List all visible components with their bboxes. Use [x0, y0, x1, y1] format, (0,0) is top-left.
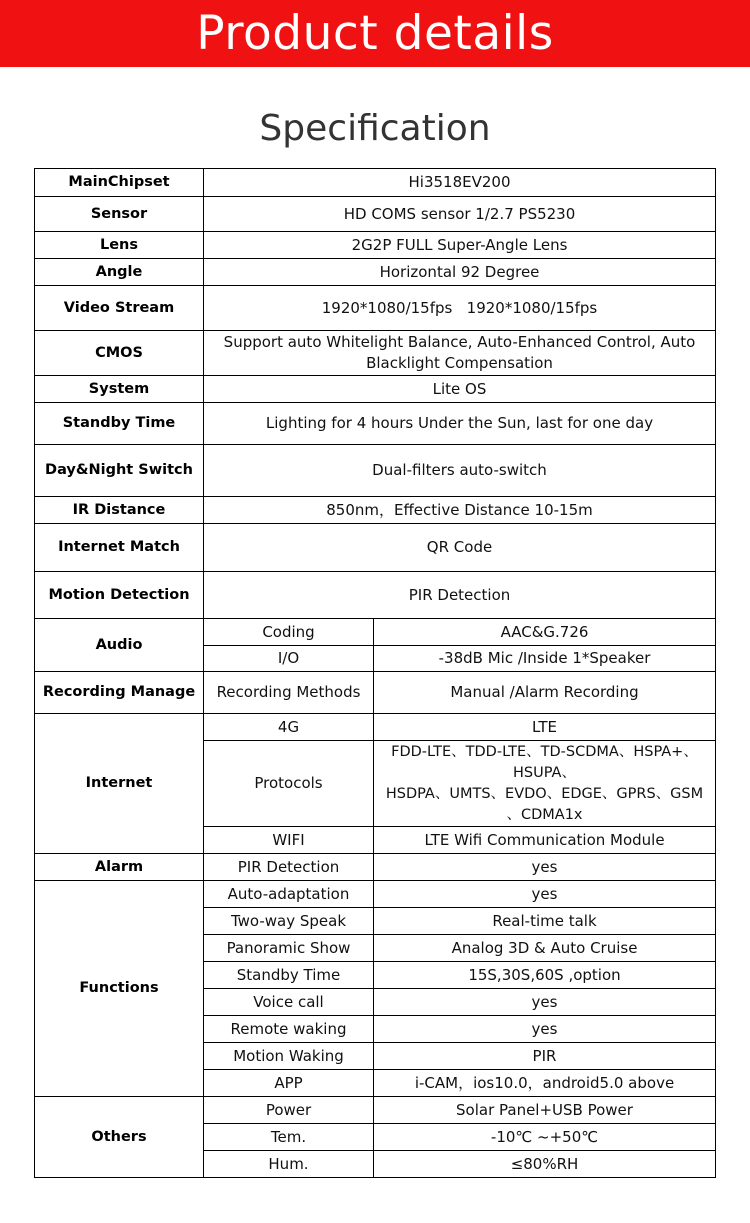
row-value: QR Code [204, 524, 716, 572]
sub-label: Tem. [204, 1124, 374, 1151]
row-label: Day&Night Switch [35, 445, 204, 497]
sub-label: Remote waking [204, 1016, 374, 1043]
sub-label: APP [204, 1070, 374, 1097]
row-value: Manual /Alarm Recording [374, 672, 716, 714]
row-label: Angle [35, 259, 204, 286]
table-row [35, 403, 716, 445]
sub-label: Standby Time [204, 962, 374, 989]
row-label: Video Stream [35, 286, 204, 331]
row-label: Motion Detection [35, 572, 204, 619]
row-value: yes [374, 1016, 716, 1043]
table-row [35, 445, 716, 497]
row-value: -10℃ ~+50℃ [374, 1124, 716, 1151]
table-row [35, 286, 716, 331]
row-value: 1920*1080/15fps 1920*1080/15fps [204, 286, 716, 331]
sub-label: WIFI [204, 827, 374, 854]
row-label: IR Distance [35, 497, 204, 524]
row-value: 850nm，Effective Distance 10-15m [204, 497, 716, 524]
row-value: yes [374, 854, 716, 881]
sub-label: I/O [204, 646, 374, 672]
sub-label: PIR Detection [204, 854, 374, 881]
row-value: Hi3518EV200 [204, 169, 716, 197]
table-row [35, 524, 716, 572]
table-row [35, 714, 716, 741]
table-row [35, 854, 716, 881]
spec-table [34, 168, 716, 1178]
row-value: Analog 3D & Auto Cruise [374, 935, 716, 962]
sub-label: Recording Methods [204, 672, 374, 714]
row-value: 2G2P FULL Super-Angle Lens [204, 232, 716, 259]
table-row [35, 259, 716, 286]
row-value: PIR Detection [204, 572, 716, 619]
row-value: Solar Panel+USB Power [374, 1097, 716, 1124]
sub-label: Panoramic Show [204, 935, 374, 962]
header-banner [0, 0, 750, 67]
page-title: Product details [196, 6, 554, 61]
section-title: Specification [259, 108, 491, 149]
protocols-line: 、CDMA1x [506, 806, 583, 823]
row-value: Dual-filters auto-switch [204, 445, 716, 497]
table-row [35, 1097, 716, 1124]
row-label: Standby Time [35, 403, 204, 445]
row-value: LTE [374, 714, 716, 741]
table-row [35, 232, 716, 259]
row-label: Functions [35, 881, 204, 1097]
row-value [374, 741, 716, 827]
row-label: System [35, 376, 204, 403]
table-row [35, 672, 716, 714]
table-row [35, 376, 716, 403]
row-value: Horizontal 92 Degree [204, 259, 716, 286]
row-value: yes [374, 881, 716, 908]
row-value: PIR [374, 1043, 716, 1070]
row-value: ≤80%RH [374, 1151, 716, 1178]
row-label: Others [35, 1097, 204, 1178]
table-row [35, 197, 716, 232]
row-label: MainChipset [35, 169, 204, 197]
row-label: Lens [35, 232, 204, 259]
table-row [35, 169, 716, 197]
sub-label: Power [204, 1097, 374, 1124]
row-value: yes [374, 989, 716, 1016]
row-label: Alarm [35, 854, 204, 881]
row-value: Real-time talk [374, 908, 716, 935]
sub-label: Hum. [204, 1151, 374, 1178]
sub-label: Coding [204, 619, 374, 646]
row-value: 15S,30S,60S ,option [374, 962, 716, 989]
sub-label: Motion Waking [204, 1043, 374, 1070]
protocols-line: FDD-LTE、TDD-LTE、TD-SCDMA、HSPA+、 [391, 743, 698, 760]
row-value: -38dB Mic /Inside 1*Speaker [374, 646, 716, 672]
row-label: Recording Manage [35, 672, 204, 714]
sub-label: 4G [204, 714, 374, 741]
sub-label: Two-way Speak [204, 908, 374, 935]
protocols-line: HSDPA、UMTS、EVDO、EDGE、GPRS、GSM [385, 785, 704, 802]
row-value: AAC&G.726 [374, 619, 716, 646]
table-row [35, 331, 716, 376]
row-label: Internet [35, 714, 204, 854]
row-label: Audio [35, 619, 204, 672]
sub-label: Protocols [204, 741, 374, 827]
row-value: LTE Wifi Communication Module [374, 827, 716, 854]
row-value: HD COMS sensor 1/2.7 PS5230 [204, 197, 716, 232]
row-value: Support auto Whitelight Balance, Auto-Enhanced Control, Auto Blacklight Compensation [204, 331, 716, 376]
table-row [35, 572, 716, 619]
row-value: Lite OS [204, 376, 716, 403]
protocols-line: HSUPA、 [513, 764, 576, 781]
row-value: Lighting for 4 hours Under the Sun, last for one day [204, 403, 716, 445]
row-value: i-CAM，ios10.0，android5.0 above [374, 1070, 716, 1097]
table-row [35, 619, 716, 646]
table-row [35, 497, 716, 524]
row-label: Internet Match [35, 524, 204, 572]
row-label: Sensor [35, 197, 204, 232]
sub-label: Auto-adaptation [204, 881, 374, 908]
table-row [35, 881, 716, 908]
row-label: CMOS [35, 331, 204, 376]
sub-label: Voice call [204, 989, 374, 1016]
